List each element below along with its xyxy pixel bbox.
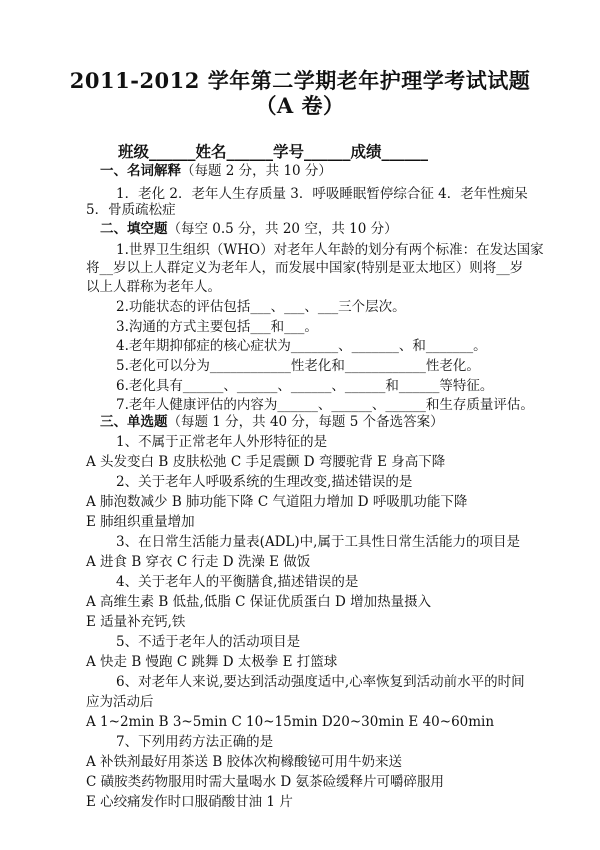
- section-1-items: 1．老化 2．老年人生存质量 3．呼吸睡眠暂停综合征 4．老年性痴呆: [116, 186, 528, 202]
- mcq-4-stem: 4、关于老年人的平衡膳食,描述错误的是: [116, 574, 359, 590]
- exam-title-version: （A 卷）: [255, 93, 345, 118]
- mcq-1-stem: 1、不属于正常老年人外形特征的是: [116, 434, 328, 450]
- student-info-line: 班级______姓名______学号______成绩______: [118, 142, 429, 161]
- section-3-heading: [100, 412, 560, 433]
- mcq-3-options: A 进食 B 穿衣 C 行走 D 洗澡 E 做饭: [86, 554, 311, 570]
- mcq-1-options: A 头发变白 B 皮肤松弛 C 手足震颤 D 弯腰驼背 E 身高下降: [86, 454, 446, 470]
- section-2-note: （每空 0.5 分，共 20 空，共 10 分）: [167, 221, 398, 237]
- fill-q1-line3: 以上人群称为老年人。: [86, 279, 221, 295]
- section-3-note: （每题 1 分，共 40 分，每题 5 个备选答案）: [167, 414, 444, 430]
- section-1-note: （每题 2 分，共 10 分）: [181, 163, 332, 179]
- fill-q5: 5.老化可以分为____________性老化和____________性老化。: [116, 358, 480, 374]
- mcq-6-stem: 6、对老年人来说,要达到活动强度适中,心率恢复到活动前水平的时间: [116, 674, 525, 690]
- mcq-4-options: A 高维生素 B 低盐,低脂 C 保证优质蛋白 D 增加热量摄入: [86, 594, 432, 610]
- mcq-7-option-e: E 心绞痛发作时口服硝酸甘油 1 片: [86, 794, 293, 810]
- mcq-3-stem: 3、在日常生活能力量表(ADL)中,属于工具性日常生活能力的项目是: [116, 534, 520, 550]
- mcq-2-stem: 2、关于老年人呼吸系统的生理改变,描述错误的是: [116, 474, 413, 490]
- section-2-title: 二、填空题: [100, 221, 168, 237]
- fill-q6: 6.老化具有______、______、______、______和______等特征。: [116, 378, 494, 394]
- section-1-title: 一、名词解释: [100, 163, 181, 179]
- mcq-7-stem: 7、下列用药方法正确的是: [116, 734, 274, 750]
- section-1-items-cont: 5．骨质疏松症: [86, 202, 176, 218]
- section-1-heading: [100, 161, 560, 182]
- mcq-2-options-cont: E 肺组织重量增加: [86, 514, 195, 530]
- section-2-heading: [100, 219, 560, 240]
- exam-title: 2011-2012 学年第二学期老年护理学考试试题: [69, 68, 531, 93]
- fill-q1-line2: 将__岁以上人群定义为老年人，而发展中国家(特别是亚太地区）则将__岁: [86, 260, 524, 276]
- fill-q3: 3.沟通的方式主要包括___和___。: [116, 319, 318, 335]
- mcq-6-options: A 1~2min B 3~5min C 10~15min D20~30min E 40~60min: [86, 714, 495, 730]
- section-3-title: 三、单选题: [100, 414, 168, 430]
- mcq-2-options: A 肺泡数减少 B 肺功能下降 C 气道阻力增加 D 呼吸肌功能下降: [86, 494, 468, 510]
- mcq-6-stem-cont: 应为活动后: [86, 694, 154, 710]
- mcq-7-option-ab: A 补铁剂最好用茶送 B 胶体次枸橼酸铋可用牛奶来送: [86, 754, 403, 770]
- fill-q2: 2.功能状态的评估包括___、___、___三个层次。: [116, 299, 406, 315]
- mcq-5-stem: 5、不适于老年人的活动项目是: [116, 634, 301, 650]
- mcq-4-options-cont: E 适量补充钙,铁: [86, 614, 186, 630]
- fill-q4: 4.老年期抑郁症的核心症状为_______、_______、和_______。: [116, 338, 487, 354]
- mcq-7-option-cd: C 磺胺类药物服用时需大量喝水 D 氨茶硷缓释片可嚼碎服用: [86, 774, 445, 790]
- mcq-5-options: A 快走 B 慢跑 C 跳舞 D 太极拳 E 打篮球: [86, 654, 338, 670]
- fill-q7: 7.老年人健康评估的内容为______、______、______和生存质量评估。: [116, 397, 534, 413]
- fill-q1-line1: 1.世界卫生组织（WHO）对老年人年龄的划分有两个标准：在发达国家: [116, 242, 544, 258]
